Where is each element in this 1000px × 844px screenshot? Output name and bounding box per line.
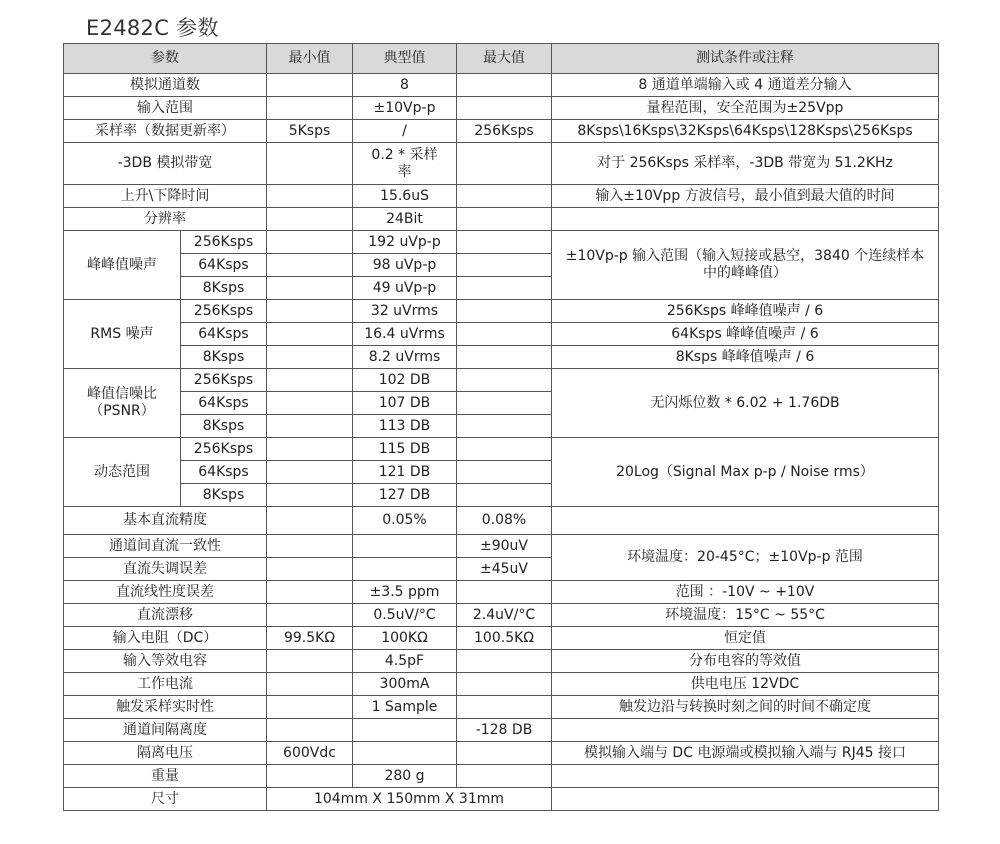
min-cell (267, 185, 353, 208)
note-cell: 对于 256Ksps 采样率，-3DB 带宽为 51.2KHz (552, 143, 939, 185)
typ-cell: 0.5uV/°C (353, 604, 457, 627)
typ-cell: 121 DB (353, 461, 457, 484)
table-row (64, 208, 939, 231)
max-cell (457, 208, 552, 231)
table-row (64, 696, 939, 719)
max-cell (457, 696, 552, 719)
min-cell (267, 673, 353, 696)
header-param: 参数 (64, 44, 267, 74)
typ-cell (353, 742, 457, 765)
table-row (64, 535, 939, 558)
typ-cell: ±10Vp-p (353, 97, 457, 120)
min-cell (267, 650, 353, 673)
min-cell: 5Ksps (267, 120, 353, 143)
note-cell (552, 719, 939, 742)
max-cell (457, 254, 552, 277)
min-cell (267, 300, 353, 323)
param-label: 上升\下降时间 (64, 185, 267, 208)
note-cell: 无闪烁位数 * 6.02 + 1.76DB (552, 369, 939, 438)
min-cell (267, 719, 353, 742)
header-typ: 典型值 (353, 44, 457, 74)
param-label: 基本直流精度 (64, 507, 267, 535)
param-label: 动态范围 (64, 438, 181, 507)
typ-cell: 102 DB (353, 369, 457, 392)
header-min: 最小值 (267, 44, 353, 74)
note-cell: 分布电容的等效值 (552, 650, 939, 673)
max-cell: ±90uV (457, 535, 552, 558)
param-label: 重量 (64, 765, 267, 788)
spec-table (63, 43, 939, 811)
param-label: RMS 噪声 (64, 300, 181, 369)
typ-cell: 49 uVp-p (353, 277, 457, 300)
table-row (64, 719, 939, 742)
param-label: 峰值信噪比（PSNR） (64, 369, 181, 438)
param-label: 输入范围 (64, 97, 267, 120)
table-row (64, 788, 939, 811)
min-cell (267, 392, 353, 415)
max-cell (457, 185, 552, 208)
param-label: 模拟通道数 (64, 74, 267, 97)
min-cell (267, 507, 353, 535)
rate-cell: 8Ksps (181, 346, 267, 369)
min-cell (267, 74, 353, 97)
max-cell (457, 484, 552, 507)
max-cell: -128 DB (457, 719, 552, 742)
rate-cell: 256Ksps (181, 231, 267, 254)
min-cell (267, 254, 353, 277)
min-cell (267, 231, 353, 254)
param-label: 输入电阻（DC） (64, 627, 267, 650)
typ-cell: 0.05% (353, 507, 457, 535)
max-cell (457, 346, 552, 369)
note-cell: 8 通道单端输入或 4 通道差分输入 (552, 74, 939, 97)
header-max: 最大值 (457, 44, 552, 74)
min-cell (267, 581, 353, 604)
typ-cell (353, 535, 457, 558)
min-cell (267, 604, 353, 627)
typ-cell: 32 uVrms (353, 300, 457, 323)
header-note: 测试条件或注释 (552, 44, 939, 74)
typ-cell: 127 DB (353, 484, 457, 507)
note-cell: 20Log（Signal Max p-p / Noise rms） (552, 438, 939, 507)
min-cell (267, 461, 353, 484)
min-cell (267, 208, 353, 231)
param-label: 采样率（数据更新率） (64, 120, 267, 143)
table-row (64, 231, 939, 254)
rate-cell: 8Ksps (181, 484, 267, 507)
param-label: 直流失调误差 (64, 558, 267, 581)
max-cell (457, 300, 552, 323)
typ-cell: 8.2 uVrms (353, 346, 457, 369)
max-cell (457, 231, 552, 254)
max-cell: 256Ksps (457, 120, 552, 143)
min-cell (267, 369, 353, 392)
note-cell: ±10Vp-p 输入范围（输入短接或悬空，3840 个连续样本中的峰峰值） (552, 231, 939, 300)
typ-cell: ±3.5 ppm (353, 581, 457, 604)
min-cell (267, 558, 353, 581)
typ-cell: 8 (353, 74, 457, 97)
typ-cell: 98 uVp-p (353, 254, 457, 277)
table-row (64, 765, 939, 788)
rate-cell: 64Ksps (181, 392, 267, 415)
max-cell (457, 97, 552, 120)
header-row (64, 44, 939, 74)
min-cell: 600Vdc (267, 742, 353, 765)
param-label: -3DB 模拟带宽 (64, 143, 267, 185)
note-cell (552, 208, 939, 231)
page-title: E2482C 参数 (86, 16, 219, 40)
note-cell: 恒定值 (552, 627, 939, 650)
min-cell (267, 438, 353, 461)
rate-cell: 64Ksps (181, 323, 267, 346)
max-cell (457, 581, 552, 604)
note-cell (552, 788, 939, 811)
table-row (64, 300, 939, 323)
param-label: 输入等效电容 (64, 650, 267, 673)
max-cell (457, 277, 552, 300)
note-cell: 环境温度：20-45°C；±10Vp-p 范围 (552, 535, 939, 581)
table-row (64, 74, 939, 97)
max-cell: 100.5KΩ (457, 627, 552, 650)
table-row (64, 650, 939, 673)
max-cell: 2.4uV/°C (457, 604, 552, 627)
typ-cell: 104mm X 150mm X 31mm (267, 788, 552, 811)
min-cell: 99.5KΩ (267, 627, 353, 650)
max-cell: 0.08% (457, 507, 552, 535)
typ-cell: 4.5pF (353, 650, 457, 673)
note-cell: 8Ksps\16Ksps\32Ksps\64Ksps\128Ksps\256Ksps (552, 120, 939, 143)
max-cell (457, 461, 552, 484)
max-cell (457, 438, 552, 461)
typ-cell: 300mA (353, 673, 457, 696)
max-cell (457, 650, 552, 673)
typ-cell: 192 uVp-p (353, 231, 457, 254)
param-label: 通道间隔离度 (64, 719, 267, 742)
table-row (64, 143, 939, 185)
max-cell (457, 369, 552, 392)
rate-cell: 256Ksps (181, 300, 267, 323)
table-row (64, 742, 939, 765)
typ-cell: 107 DB (353, 392, 457, 415)
min-cell (267, 346, 353, 369)
param-label: 隔离电压 (64, 742, 267, 765)
rate-cell: 8Ksps (181, 277, 267, 300)
max-cell (457, 415, 552, 438)
rate-cell: 64Ksps (181, 254, 267, 277)
typ-cell: 24Bit (353, 208, 457, 231)
min-cell (267, 323, 353, 346)
typ-cell: 115 DB (353, 438, 457, 461)
min-cell (267, 415, 353, 438)
note-cell (552, 507, 939, 535)
typ-cell (353, 719, 457, 742)
param-label: 工作电流 (64, 673, 267, 696)
param-label: 尺寸 (64, 788, 267, 811)
min-cell (267, 97, 353, 120)
min-cell (267, 484, 353, 507)
table-row (64, 604, 939, 627)
max-cell (457, 323, 552, 346)
min-cell (267, 535, 353, 558)
table-row (64, 97, 939, 120)
note-cell: 量程范围，安全范围为±25Vpp (552, 97, 939, 120)
note-cell: 触发边沿与转换时刻之间的时间不确定度 (552, 696, 939, 719)
table-row (64, 673, 939, 696)
typ-cell: 15.6uS (353, 185, 457, 208)
max-cell (457, 673, 552, 696)
typ-cell: 280 g (353, 765, 457, 788)
max-cell (457, 765, 552, 788)
typ-cell: 16.4 uVrms (353, 323, 457, 346)
param-label: 分辨率 (64, 208, 267, 231)
min-cell (267, 696, 353, 719)
table-row (64, 346, 939, 369)
param-label: 直流漂移 (64, 604, 267, 627)
table-row (64, 185, 939, 208)
note-cell: 输入±10Vpp 方波信号，最小值到最大值的时间 (552, 185, 939, 208)
table-row (64, 323, 939, 346)
note-cell: 范围 ：-10V ~ +10V (552, 581, 939, 604)
typ-cell: 0.2 * 采样率 (353, 143, 457, 185)
max-cell: ±45uV (457, 558, 552, 581)
typ-cell (353, 558, 457, 581)
param-label: 直流线性度误差 (64, 581, 267, 604)
table-row (64, 507, 939, 535)
note-cell: 环境温度：15°C ~ 55°C (552, 604, 939, 627)
param-label: 峰峰值噪声 (64, 231, 181, 300)
min-cell (267, 765, 353, 788)
note-cell: 8Ksps 峰峰值噪声 / 6 (552, 346, 939, 369)
rate-cell: 256Ksps (181, 369, 267, 392)
table-row (64, 627, 939, 650)
table-row (64, 438, 939, 461)
note-cell: 64Ksps 峰峰值噪声 / 6 (552, 323, 939, 346)
table-row (64, 581, 939, 604)
rate-cell: 64Ksps (181, 461, 267, 484)
rate-cell: 256Ksps (181, 438, 267, 461)
typ-cell: 100KΩ (353, 627, 457, 650)
param-label: 触发采样实时性 (64, 696, 267, 719)
note-cell (552, 765, 939, 788)
rate-cell: 8Ksps (181, 415, 267, 438)
typ-cell: / (353, 120, 457, 143)
max-cell (457, 392, 552, 415)
typ-cell: 1 Sample (353, 696, 457, 719)
table-row (64, 120, 939, 143)
note-cell: 模拟输入端与 DC 电源端或模拟输入端与 RJ45 接口 (552, 742, 939, 765)
max-cell (457, 143, 552, 185)
max-cell (457, 742, 552, 765)
note-cell: 供电电压 12VDC (552, 673, 939, 696)
typ-cell: 113 DB (353, 415, 457, 438)
min-cell (267, 143, 353, 185)
table-row (64, 369, 939, 392)
max-cell (457, 74, 552, 97)
param-label: 通道间直流一致性 (64, 535, 267, 558)
min-cell (267, 277, 353, 300)
note-cell: 256Ksps 峰峰值噪声 / 6 (552, 300, 939, 323)
